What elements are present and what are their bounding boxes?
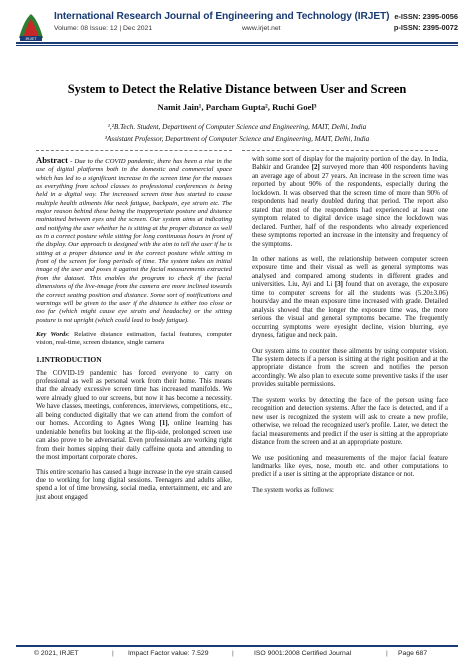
footer-rule	[16, 645, 458, 647]
footer-separator: |	[386, 650, 388, 657]
citation-ref[interactable]: [3]	[334, 281, 343, 289]
title-separator	[36, 150, 438, 154]
paragraph-system-aims: Our system aims to counter these ailments by using computer vision. The system detects if a person is sitting at the right position and at the appropriate distance from the screen and notifies the person accordingly. We also plan to execute some preventive tasks if the user provides suitable permissions.	[252, 347, 448, 389]
header-rule-thin	[16, 45, 458, 46]
footer-iso: ISO 9001:2008 Certified Journal	[254, 650, 352, 657]
keywords	[36, 331, 232, 348]
footer-impact-factor: Impact Factor value: 7.529	[128, 650, 209, 657]
intro-paragraph-2: This entire scenario has caused a huge increase in the eye strain caused due to working for long digital sessions. Teenagers and adults alike, spend a lot of time browsing, social media, entertainment, etc and are just about engaged	[36, 468, 232, 501]
paragraph-other-nations: In other nations as well, the relationship between computer screen exposure time and their visual as well as general symptoms was analysed and compared among students in different grades and universities. Liu, Ayi and Li [3] found that on average, the exposure time to computer screens for all the students was (5.20±3.06) hours/day and the mean exposure time increased with grade. Detailed analysis showed that the longer the exposure time was, the more serious the visual and general symptoms became. The frequently occurring symptoms were eyesight decline, vision blurring, eye dryness, fatigue and neck pain.	[252, 255, 448, 340]
citation-ref[interactable]: [1]	[159, 420, 168, 428]
paragraph-works-as-follows: The system works as follows:	[252, 486, 334, 494]
abstract-text: - Due to the COVID pandemic, there has been a rise in the use of digital platforms both in the domestic and commercial space which has led to a significant increase in the screen time for the masses as everything from school classes to professional conferences is being held in a digital way. The increased screen time has started to cause multiple health ailments like neck fatigue, backpain, eye strain etc. The major reason behind these being the inappropriate posture and distance maintained between eyes and the screen. Our system aims at indicating and notifying the user whether he is sitting at the proper distance as well as in a correct posture while sitting for long continuous hours in front of the display. Our approach is designed with the aim to tell the user if he is sitting at a proper distance and in the correct posture while sitting in front of the screen for long periods of time. The system takes an initial image of the user and poses it against the facial measurements extracted from the dataset. This enables the program to check if the facial dimensions of the live-image from the camera are more inclined towards the correct seating position and distance. Some sort of notifications and warnings will be given to the user if the distance is either too close or too far (which might cause eye strain and headache) or the sitting posture is not upright (which could lead to body fatigue).	[36, 158, 232, 324]
volume-issue: Volume: 08 Issue: 12 | Dec 2021	[54, 25, 153, 32]
journal-header	[16, 8, 458, 66]
e-issn: e-ISSN: 2395-0056	[394, 12, 458, 21]
paper-authors: Namit Jain¹, Parcham Gupta², Ruchi Goel³	[157, 102, 317, 112]
abstract	[36, 156, 232, 325]
abstract-label: Abstract	[36, 155, 68, 165]
author-affiliation-1: ¹,²B.Tech. Student, Department of Computer Science and Engineering, MAIT, Delhi, India	[107, 123, 367, 131]
right-column	[252, 156, 448, 502]
keywords-label: Key Words	[36, 330, 68, 338]
author-affiliation-2: ³Assistant Professor, Department of Computer Science and Engineering, MAIT, Delhi, India	[104, 135, 370, 143]
footer-page-number: Page 687	[398, 650, 428, 657]
citation-ref[interactable]: [2]	[311, 164, 320, 172]
footer-separator: |	[232, 650, 234, 657]
paragraph-measurements: We use positioning and measurements of the major facial feature landmarks like eyes, nose, mouth etc. and other computations to predict if a user is sitting at the appropriate distance or not.	[252, 454, 448, 479]
footer-copyright: © 2021, IRJET	[34, 650, 79, 657]
paper-title: System to Detect the Relative Distance between User and Screen	[67, 82, 407, 96]
left-column	[36, 156, 232, 502]
svg-text:IRJET: IRJET	[25, 36, 37, 42]
keywords-text: : Relative distance estimation, facial features, computer vision, real-time, screen distance, single camera	[36, 330, 232, 347]
section-heading-introduction: 1.INTRODUCTION	[36, 354, 102, 364]
footer-separator: |	[112, 650, 114, 657]
journal-website-link[interactable]: www.irjet.net	[242, 25, 281, 32]
paragraph-system-works: The system works by detecting the face of the person using face recognition and detection systems. After the face is detected, and if a new user is recognized the system will ask to create a new profile, otherwise, we reload the recognized user's profile. Later, we detect the facial measurements and predict if the user is sitting at the appropriate distance from the screen and at an appropriate posture.	[252, 396, 448, 447]
journal-logo	[16, 10, 46, 42]
journal-title: International Research Journal of Engineering and Technology (IRJET)	[54, 11, 390, 22]
p-issn: p-ISSN: 2395-0072	[393, 23, 458, 32]
header-rule	[16, 42, 458, 44]
paragraph-survey-india: with some sort of display for the majority portion of the day. In India, Bahkir and Grandee [2] surveyed more than 400 respondents having an average age of about 27 years. An increase in the screen time was reported by about 90% of the respondents, especially during the lockdown. It was observed that the screen time of more than 90% of respondents had nearly doubled during that period. The report also stated that most of the respondents had experienced at least one symptom related to digital device usage since the lockdown was declared. Further, half of the respondents who already experienced these symptoms reported an increase in the intensity and frequency of the symptoms.	[252, 156, 448, 248]
intro-paragraph-1: The COVID-19 pandemic has forced everyone to carry on professional as well as personal work from their home. This means that the already excessive screen time has increased manifolds. We were already glued to our screens, but now it has become a necessity. We have classes, meetings, conferences, interviews, competitions, etc., all being conducted digitally that we can attend from the comfort of our homes. According to Agnes Wong [1], online learning has undeniable benefits but looking at the flip-side, prolonged screen use can also prove to be adversarial. Even professionals are working right from their homes sipping their daily caffeine quota and attending to the most important corporate chores.	[36, 369, 232, 462]
